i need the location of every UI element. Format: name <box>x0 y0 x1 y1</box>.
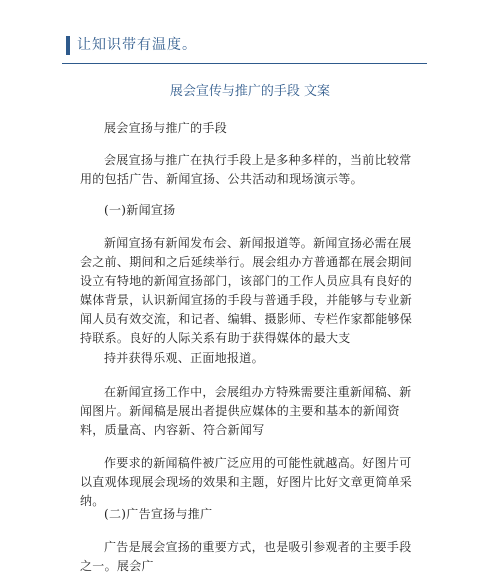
news-paragraph-1: 新闻宣扬有新闻发布会、新闻报道等。新闻宣扬必需在展会之前、期间和之后延续举行。展会组办方普通都在展会期间设立有特地的新闻宣扬部门，该部门的工作人员应具有良好的媒体背景，认识新闻宣扬的手段与普通手段，并能够与专业新闻人员有效交流，和记者、编辑、摄影师、专栏作家都能够保持联系。良好的人际关系有助于获得媒体的最大支 <box>80 236 413 345</box>
header-slogan: 让知识带有温度。 <box>77 37 197 53</box>
news-paragraph-4: 作要求的新闻稿件被广泛应用的可能性就越高。好图片可以直观体现展会现场的效果和主题，好图片比好文章更简单采纳。 <box>80 456 413 508</box>
section-title-news: (一)新闻宣扬 <box>104 203 176 217</box>
news-paragraph-3: 在新闻宣扬工作中，会展组办方特殊需要注重新闻稿、新闻图片。新闻稿是展出者提供应媒体的主要和基本的新闻资料，质量高、内容新、符合新闻写 <box>80 385 412 437</box>
advertising-paragraph-1: 广告是展会宣扬的重要方式，也是吸引参观者的主要手段之一。展会广 <box>80 540 412 573</box>
document-title: 展会宣传与推广的手段 文案 <box>169 84 331 99</box>
document-heading: 展会宣扬与推广的手段 <box>104 121 228 135</box>
news-paragraph-2: 持并获得乐观、正面地报道。 <box>104 351 264 365</box>
header-divider <box>62 63 427 64</box>
intro-paragraph: 会展宣扬与推广在执行手段上是多种多样的，当前比较常用的包括广告、新闻宣扬、公共活动和现场演示等。 <box>80 153 412 186</box>
slogan-accent-bar <box>66 36 70 55</box>
section-title-advertising: (二)广告宣扬与推广 <box>104 507 213 521</box>
